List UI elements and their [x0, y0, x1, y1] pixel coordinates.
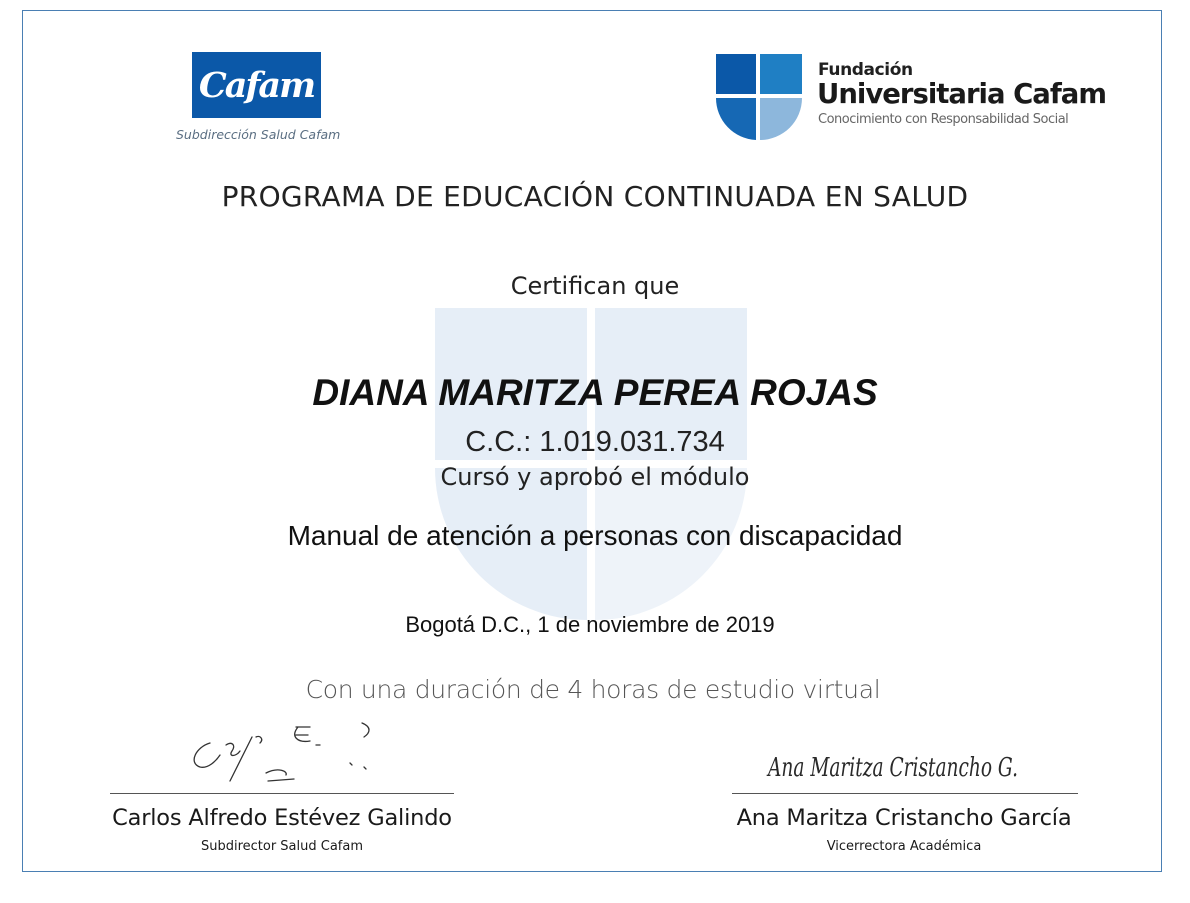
place-date: Bogotá D.C., 1 de noviembre de 2019 [405, 612, 775, 637]
cafam-logo [192, 52, 321, 118]
module-name: Manual de atención a personas con discapacidad [287, 520, 903, 551]
completed-text: Cursó y aprobó el módulo [440, 463, 750, 491]
fundacion-line1: Fundación [818, 60, 913, 80]
cafam-subtitle: Subdirección Salud Cafam [176, 127, 341, 142]
fundacion-logo-mark [716, 54, 802, 140]
signature-line-1 [110, 793, 454, 794]
signatory-1-name: Carlos Alfredo Estévez Galindo [112, 805, 452, 831]
signatory-1-role: Subdirector Salud Cafam [200, 839, 364, 854]
certify-text: Certifican que [510, 272, 680, 300]
fundacion-line2: Universitaria Cafam [817, 78, 1107, 110]
signature-1 [186, 715, 386, 795]
fundacion-tagline: Conocimiento con Responsabilidad Social [818, 112, 1069, 127]
recipient-name: DIANA MARITZA PEREA ROJAS [312, 372, 878, 413]
signatory-2-name: Ana Maritza Cristancho García [736, 805, 1072, 831]
program-title: PROGRAMA DE EDUCACIÓN CONTINUADA EN SALUD [221, 180, 969, 213]
duration-text: Con una duración de 4 horas de estudio virtual [305, 675, 881, 704]
signature-line-2 [732, 793, 1078, 794]
signatory-2-role: Vicerrectora Académica [826, 839, 982, 854]
signature-2-text: Ana Maritza Cristancho G. [766, 753, 1018, 783]
id-number: C.C.: 1.019.031.734 [465, 426, 725, 458]
cafam-wordmark: Cafam [198, 64, 315, 106]
signature-2 [764, 742, 1028, 790]
